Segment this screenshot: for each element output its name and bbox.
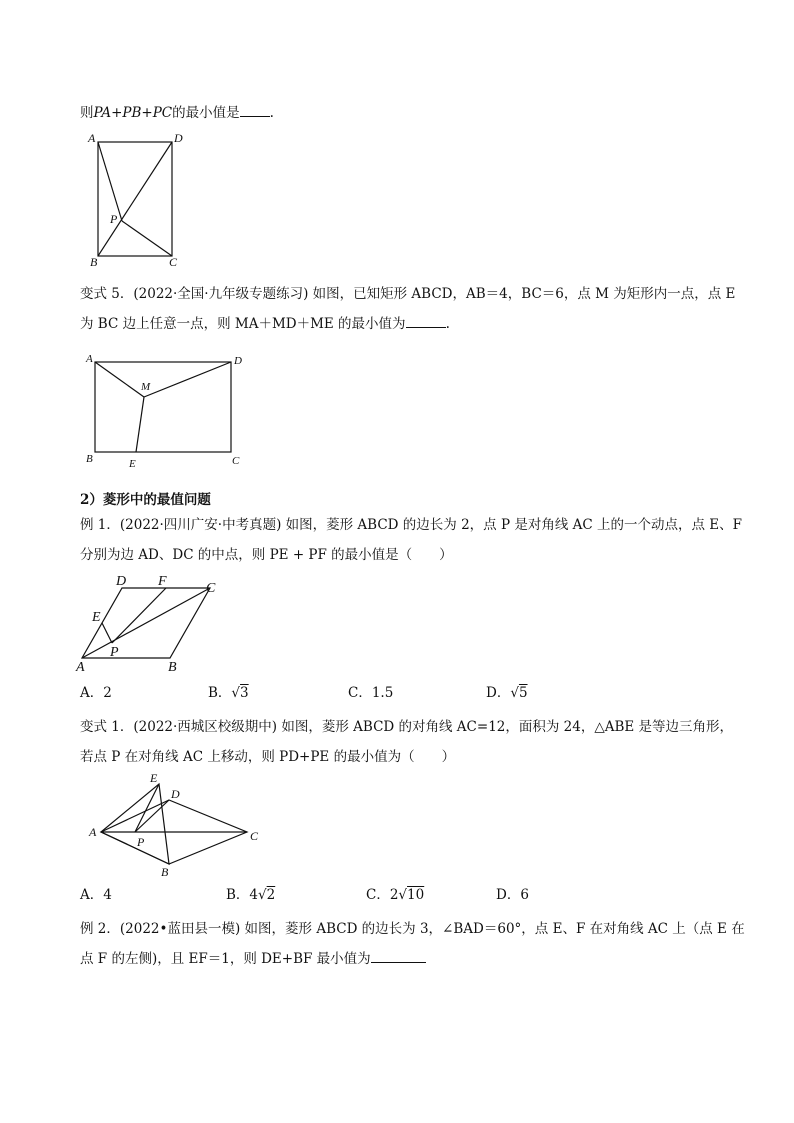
label-b: B xyxy=(86,453,93,465)
label-p: P xyxy=(110,212,118,226)
prev-text-pre: 则 xyxy=(80,105,94,121)
answer-blank[interactable] xyxy=(371,950,426,963)
prev-text-post: 的最小值是 xyxy=(172,105,240,121)
triangle-abe xyxy=(101,784,169,864)
figure-rhombus-triangle xyxy=(85,770,275,880)
ex2-line2-text: 点 F 的左侧)，且 EF＝1，则 DE+BF 最小值为 xyxy=(80,951,371,967)
option-b-radicand: 2 xyxy=(266,887,276,903)
diagonal-ac xyxy=(82,588,210,658)
prev-question-line xyxy=(80,104,274,122)
sqrt-icon: √ xyxy=(398,887,408,903)
answer-blank[interactable] xyxy=(406,315,446,328)
label-p: P xyxy=(110,645,119,660)
label-e: E xyxy=(92,610,101,625)
label-d: D xyxy=(116,574,127,589)
var1-line1: 变式 1．(2022·西城区校级期中) 如图，菱形 ABCD 的对角线 AC=12，面积为 24，△ABE 是等边三角形， xyxy=(80,719,734,735)
ex1-line2: 分别为边 AD、DC 的中点，则 PE + PF 的最小值是（ ） xyxy=(80,547,453,563)
ex1-option-a[interactable]: A．2 xyxy=(80,685,112,701)
figure-rhombus-pef xyxy=(70,570,240,675)
label-a: A xyxy=(89,825,97,839)
segment-pe xyxy=(102,623,112,643)
label-f: F xyxy=(158,574,167,589)
label-c: C xyxy=(169,255,178,269)
label-a: A xyxy=(86,353,93,365)
ex1-option-b[interactable] xyxy=(208,684,249,702)
prev-end: . xyxy=(269,105,274,121)
sqrt-icon: √ xyxy=(510,685,519,701)
label-c: C xyxy=(250,829,259,843)
segment-md xyxy=(144,362,231,397)
ex2-line1: 例 2．(2022•蓝田县一模) 如图，菱形 ABCD 的边长为 3，∠BAD＝60°，点 E、F 在对角线 AC 上（点 E 在 xyxy=(80,921,745,937)
label-a: A xyxy=(76,660,85,675)
label-p: P xyxy=(137,835,145,849)
label-b: B xyxy=(161,865,169,879)
segment-pa xyxy=(98,142,122,221)
section-heading: 2）菱形中的最值问题 xyxy=(80,492,211,508)
label-c: C xyxy=(206,581,216,596)
option-c-prefix: C．2 xyxy=(366,887,399,903)
option-b-radicand: 3 xyxy=(240,685,249,701)
ex1-option-d[interactable] xyxy=(486,684,528,702)
option-d-prefix: D． xyxy=(486,685,511,701)
var5-line2 xyxy=(80,315,450,333)
var1-option-b[interactable] xyxy=(226,886,275,904)
var1-line2: 若点 P 在对角线 AC 上移动，则 PD+PE 的最小值为（ ） xyxy=(80,749,456,765)
label-d: D xyxy=(174,131,183,145)
label-d: D xyxy=(171,787,180,801)
prev-expr: PA+PB+PC xyxy=(93,105,173,121)
label-a: A xyxy=(88,131,96,145)
segment-me xyxy=(136,397,144,452)
label-e: E xyxy=(129,458,136,470)
var5-line1: 变式 5．(2022·全国·九年级专题练习) 如图，已知矩形 ABCD，AB＝4，BC＝6，点 M 为矩形内一点，点 E xyxy=(80,286,736,302)
option-b-prefix: B．4 xyxy=(226,887,259,903)
option-b-prefix: B． xyxy=(208,685,232,701)
segment-pc xyxy=(122,221,172,256)
var5-line2-text: 为 BC 边上任意一点，则 MA＋MD＋ME 的最小值为 xyxy=(80,316,406,332)
option-c-radicand: 10 xyxy=(407,887,425,903)
label-b: B xyxy=(90,255,98,269)
answer-blank[interactable] xyxy=(240,104,270,117)
label-c: C xyxy=(232,455,240,467)
var5-end: . xyxy=(445,316,450,332)
segment-ma xyxy=(95,362,144,397)
diagonal-dc-b xyxy=(98,142,172,256)
figure-rectangle-m xyxy=(80,350,260,475)
option-d-radicand: 5 xyxy=(518,685,528,701)
var1-option-d[interactable]: D．6 xyxy=(496,887,529,903)
sqrt-icon: √ xyxy=(231,685,241,701)
sqrt-icon: √ xyxy=(258,887,267,903)
ex1-option-c[interactable]: C．1.5 xyxy=(348,685,394,701)
label-d: D xyxy=(234,355,242,367)
ex1-line1: 例 1．(2022·四川广安·中考真题) 如图，菱形 ABCD 的边长为 2，点 P 是对角线 AC 上的一个动点，点 E、F xyxy=(80,517,743,533)
label-b: B xyxy=(168,660,177,675)
figure-rectangle-p xyxy=(80,130,190,270)
label-e: E xyxy=(150,771,158,785)
ex2-line2 xyxy=(80,950,426,968)
segment-pe xyxy=(135,784,159,832)
rect-abcd xyxy=(95,362,231,452)
var1-option-a[interactable]: A．4 xyxy=(80,887,112,903)
var1-option-c[interactable] xyxy=(366,886,424,904)
label-m: M xyxy=(141,381,151,393)
segment-pf xyxy=(112,588,166,643)
